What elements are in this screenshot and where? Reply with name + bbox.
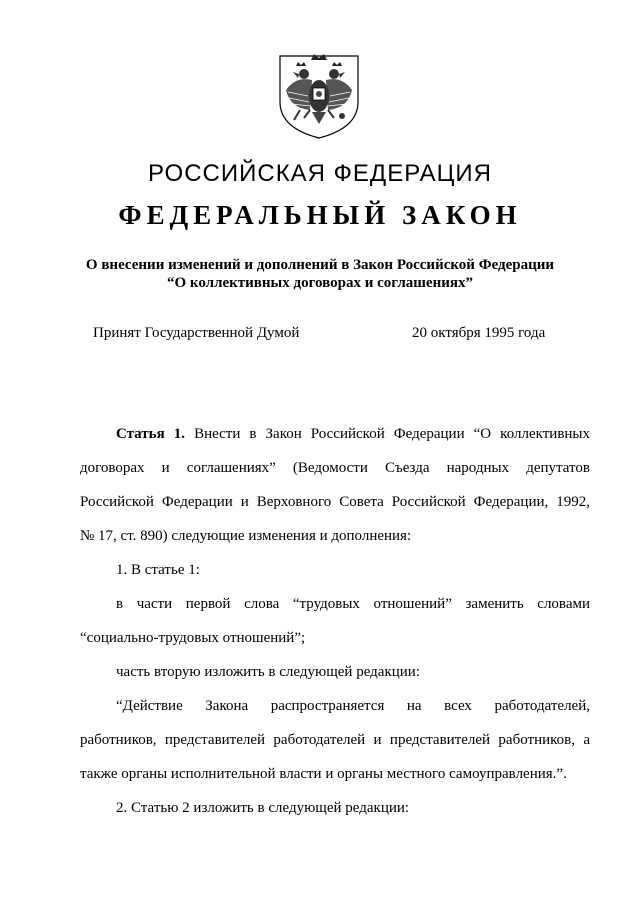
- article-1-line-2: договорах и соглашениях” (Ведомости Съезда народных депутатов: [80, 460, 590, 476]
- document-type-title: ФЕДЕРАЛЬНЫЙ ЗАКОН: [118, 200, 522, 230]
- country-title: РОССИЙСКАЯ ФЕДЕРАЦИЯ: [148, 160, 492, 187]
- part-2: часть вторую изложить в следующей редакции:: [116, 664, 420, 680]
- adoption-date: 20 октября 1995 года: [412, 325, 546, 341]
- law-subject-line-2: “О коллективных договорах и соглашениях”: [167, 275, 473, 291]
- adopted-by: Принят Государственной Думой: [93, 325, 300, 341]
- quote-line-1: “Действие Закона распространяется на всех работодателей,: [116, 698, 590, 714]
- part-1-line-1: в части первой слова “трудовых отношений” заменить словами: [116, 596, 590, 612]
- article-1-line-3: Российской Федерации и Верховного Совета Российской Федерации, 1992,: [80, 494, 590, 510]
- article-1-label: Статья 1.: [116, 426, 186, 442]
- quote-line-3: также органы исполнительной власти и органы местного самоуправления.”.: [80, 766, 567, 782]
- article-1-text-1: Внести в Закон Российской Федерации “О коллективных: [194, 426, 591, 442]
- coat-of-arms-icon: [274, 50, 364, 140]
- item-2: 2. Статью 2 изложить в следующей редакции:: [116, 800, 410, 816]
- article-1-line-4: № 17, ст. 890) следующие изменения и дополнения:: [80, 528, 412, 544]
- part-1-line-2: “социально-трудовых отношений”;: [80, 630, 306, 646]
- quote-line-2: работников, представителей работодателей и представителей работников, а: [80, 732, 590, 748]
- article-1-line-1: [80, 417, 590, 451]
- law-subject-line-1: О внесении изменений и дополнений в Закон Российской Федерации: [85, 257, 555, 273]
- law-subject: [0, 256, 640, 292]
- item-1: 1. В статье 1:: [116, 562, 200, 578]
